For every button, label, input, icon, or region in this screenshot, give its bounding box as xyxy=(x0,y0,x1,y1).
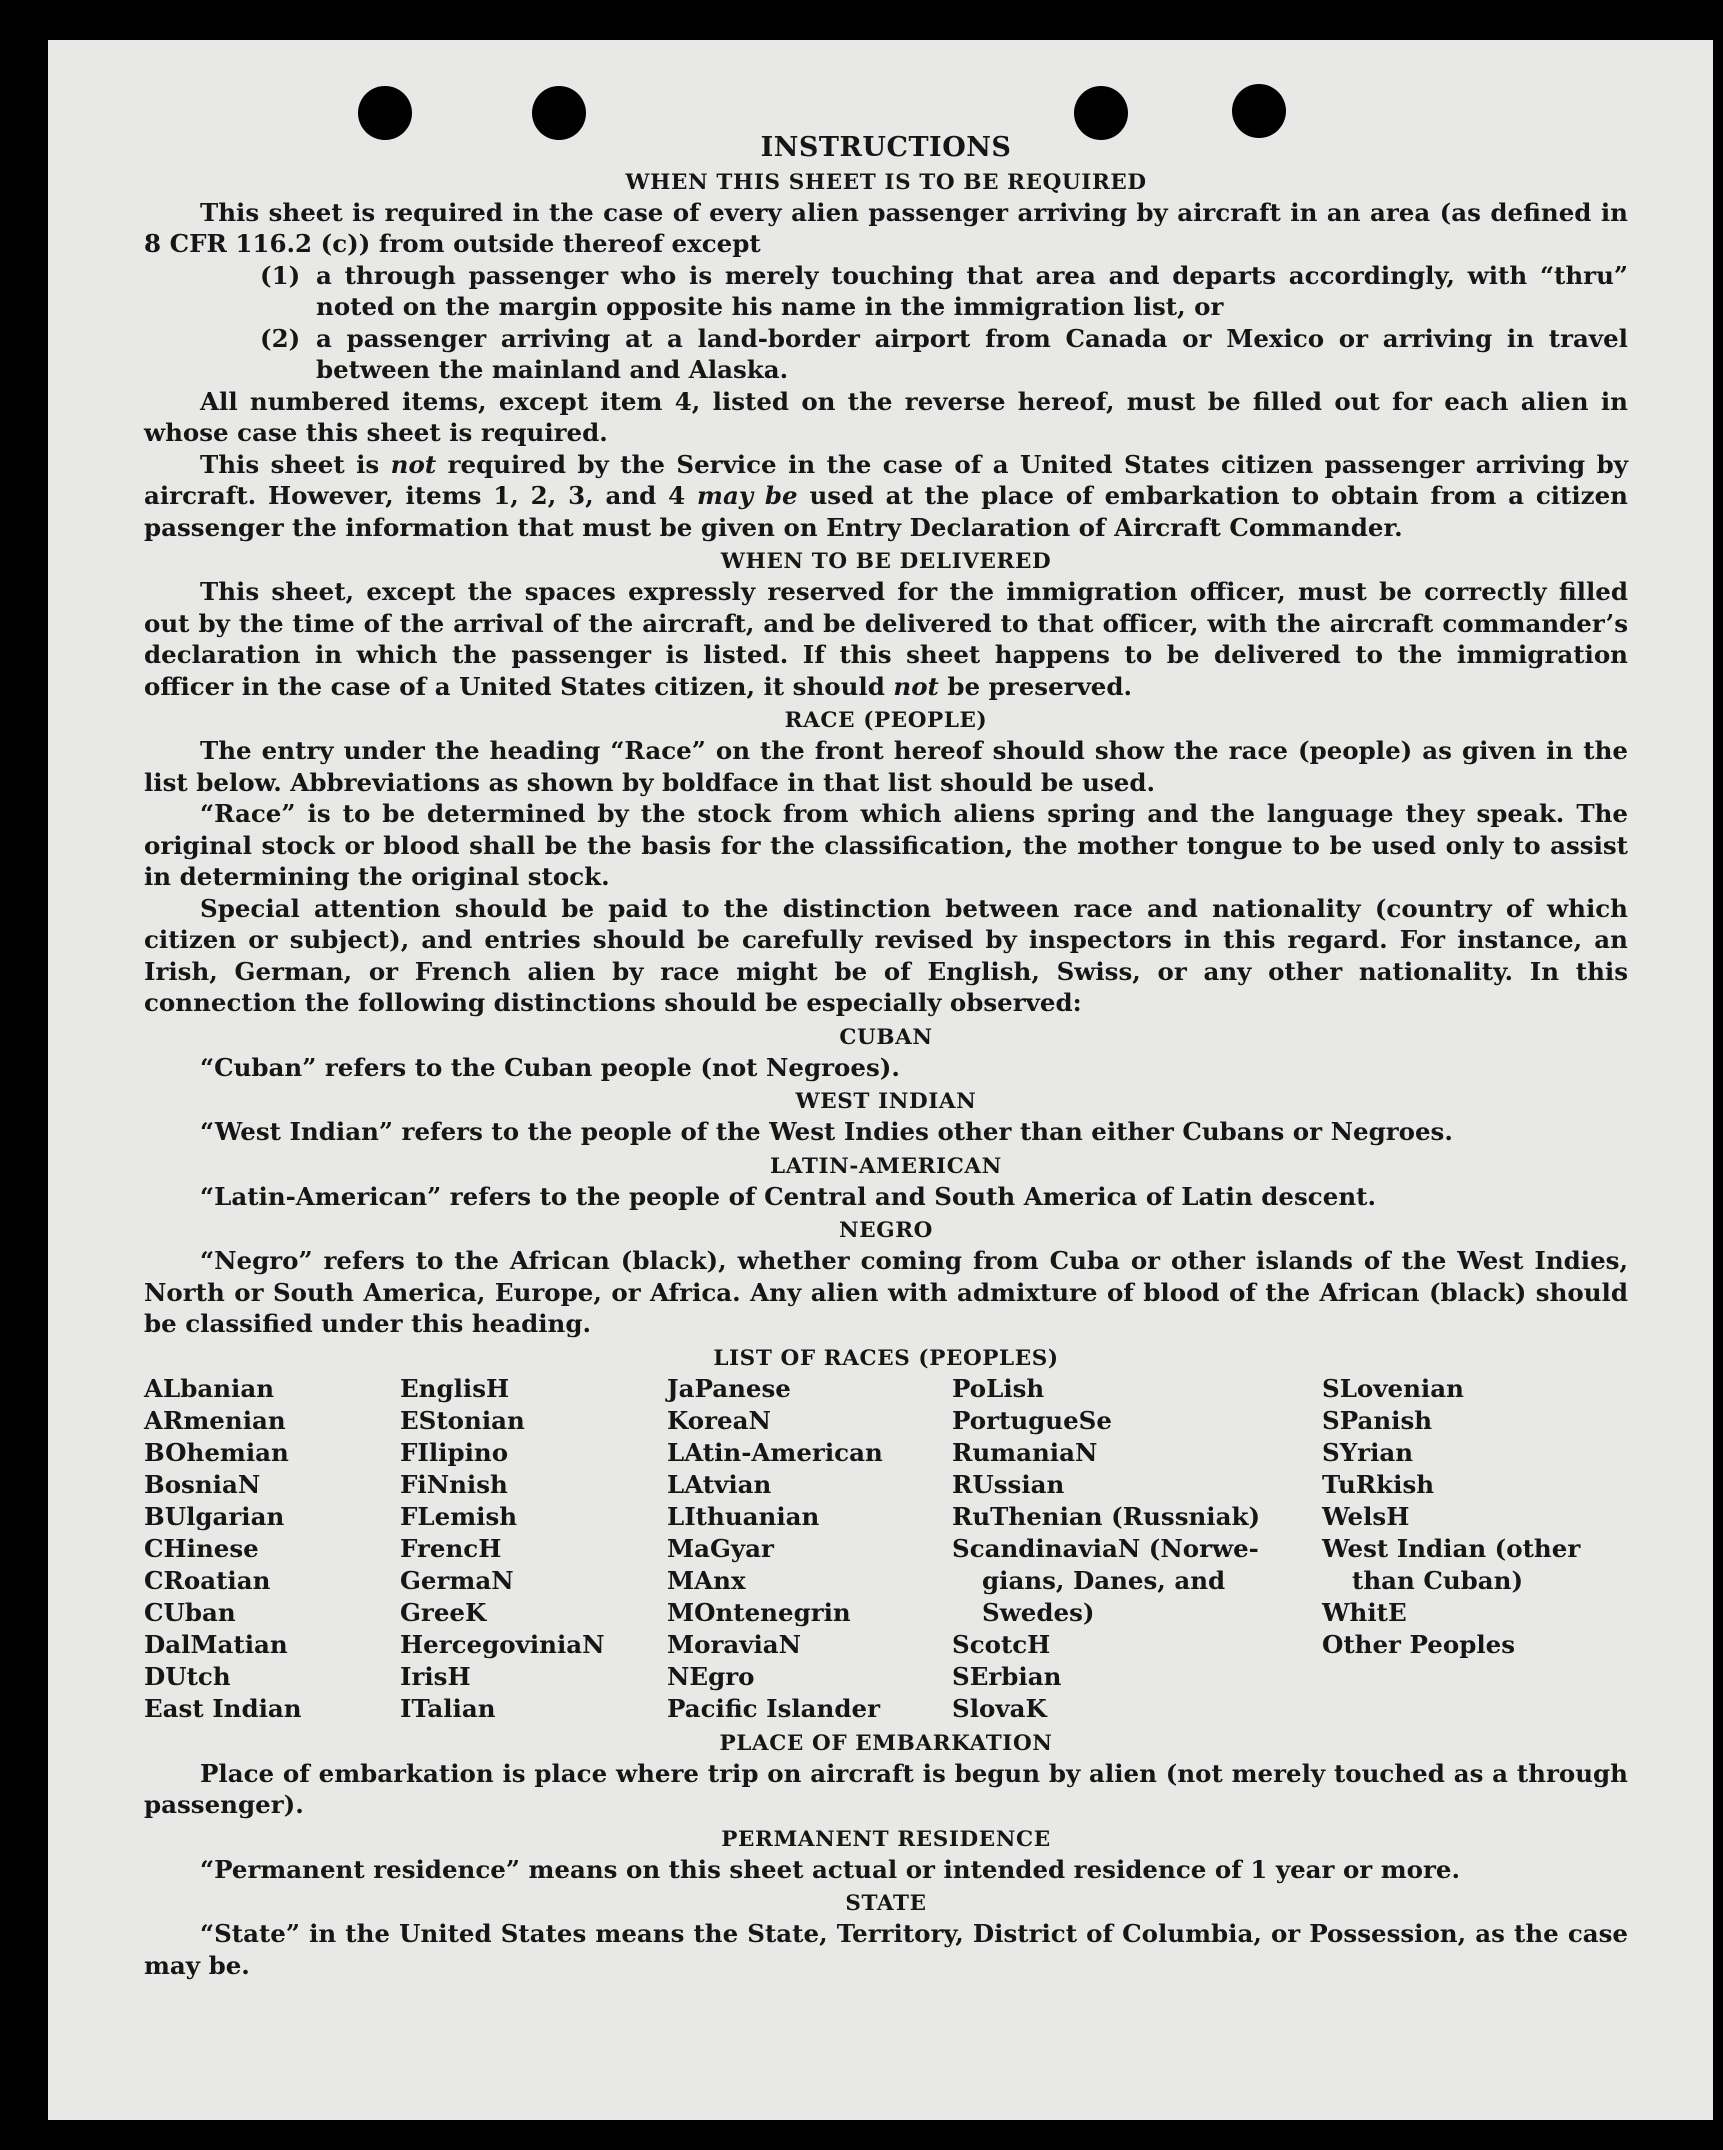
race-item: Pacific Islander xyxy=(667,1693,880,1723)
paragraph: “Permanent residence” means on this sheet actual or intended residence of 1 year or more. xyxy=(200,1854,1461,1884)
race-item: MAnx xyxy=(667,1565,746,1595)
races-column xyxy=(144,1373,400,1725)
race-item: DUtch xyxy=(144,1661,231,1691)
race-item: SlovaK xyxy=(952,1693,1047,1723)
race-item: KoreaN xyxy=(667,1405,771,1435)
race-item-continuation: Swedes) xyxy=(982,1597,1095,1627)
section-heading: PLACE OF EMBARKATION xyxy=(719,1730,1053,1756)
clause-text: a through passenger who is merely touching that area and departs accordingly, with “thru” noted on the margin opposite his name in the immigration list, or xyxy=(316,260,1628,321)
exception-clause xyxy=(260,260,1628,323)
paragraph: This sheet is required in the case of every alien passenger arriving by aircraft in an area (as defined in 8 CFR 116.2 (c)) from outside thereof except xyxy=(144,197,1628,258)
race-item: WelsH xyxy=(1322,1501,1410,1531)
races-column xyxy=(400,1373,667,1725)
paragraph: “Latin-American” refers to the people of Central and South America of Latin descent. xyxy=(200,1181,1376,1211)
race-item: West Indian (other xyxy=(1322,1533,1581,1563)
punch-hole xyxy=(1232,84,1286,138)
race-item: JaPanese xyxy=(667,1373,791,1403)
race-item: ARmenian xyxy=(144,1405,286,1435)
paragraph: This sheet is not required by the Service in the case of a United States citizen passenger arriving by aircraft. However, items 1, 2, 3, and 4 may be used at the place of embarkation to obtain from a citizen passenger the information that must be given on Entry Declaration of Aircraft Commander. xyxy=(144,449,1628,542)
race-item: SPanish xyxy=(1322,1405,1433,1435)
paragraph: “Race” is to be determined by the stock from which aliens spring and the language they speak. The original stock or blood shall be the basis for the classification, the mother tongue to be used only to assist in determining the original stock. xyxy=(144,799,1628,891)
section-heading: RACE (PEOPLE) xyxy=(784,708,988,733)
races-column xyxy=(1322,1373,1622,1725)
clause-text: a passenger arriving at a land-border airport from Canada or Mexico or arriving in travel between the mainland and Alaska. xyxy=(316,323,1628,384)
race-item: ScotcH xyxy=(952,1629,1051,1659)
section-heading: WEST INDIAN xyxy=(795,1089,977,1114)
races-list-heading: LIST OF RACES (PEOPLES) xyxy=(713,1345,1059,1371)
race-item: WhitE xyxy=(1322,1597,1407,1627)
section-heading: WHEN THIS SHEET IS TO BE REQUIRED xyxy=(625,169,1147,195)
race-item: SErbian xyxy=(952,1661,1062,1691)
race-item: BOhemian xyxy=(144,1437,289,1467)
section-heading: NEGRO xyxy=(839,1218,933,1243)
race-item: SLovenian xyxy=(1322,1373,1464,1403)
clause-number: (2) xyxy=(260,323,301,353)
race-item: ITalian xyxy=(400,1693,496,1723)
race-item: IrisH xyxy=(400,1661,471,1691)
race-item: East Indian xyxy=(144,1693,302,1723)
race-item: PortugueSe xyxy=(952,1405,1112,1435)
exception-clause xyxy=(260,323,1628,386)
race-item: RUssian xyxy=(952,1469,1065,1499)
race-item: CUban xyxy=(144,1597,236,1627)
paragraph: Special attention should be paid to the distinction between race and nationality (country of which citizen or subject), and entries should be carefully revised by inspectors in this regard. For instance, an Irish, German, or French alien by race might be of English, Swiss, or any other nationality. In this connection the following distinctions should be especially observed: xyxy=(144,893,1628,1017)
races-list xyxy=(144,1373,1628,1725)
race-item: GermaN xyxy=(400,1565,514,1595)
race-item-continuation: than Cuban) xyxy=(1352,1565,1524,1595)
race-item: CHinese xyxy=(144,1533,259,1563)
paragraph: This sheet, except the spaces expressly reserved for the immigration officer, must be correctly filled out by the time of the arrival of the aircraft, and be delivered to that officer, with the aircraft commander’s declaration in which the passenger is listed. If this sheet happens to be delivered to the immigration officer in the case of a United States citizen, it should not be preserved. xyxy=(144,577,1628,701)
race-item: ScandinaviaN (Norwe- xyxy=(952,1533,1259,1563)
race-item: MaGyar xyxy=(667,1533,774,1563)
section-heading: LATIN-AMERICAN xyxy=(770,1153,1002,1179)
paragraph: All numbered items, except item 4, listed on the reverse hereof, must be filled out for each alien in whose case this sheet is required. xyxy=(144,386,1628,447)
race-item: PoLish xyxy=(952,1373,1045,1403)
races-column xyxy=(667,1373,952,1725)
paragraph: Place of embarkation is place where trip on aircraft is begun by alien (not merely touched as a through passenger). xyxy=(144,1758,1628,1819)
race-item: MoraviaN xyxy=(667,1629,802,1659)
page-title: INSTRUCTIONS xyxy=(760,132,1012,163)
race-item: FIlipino xyxy=(400,1437,509,1467)
section-heading: STATE xyxy=(845,1891,927,1916)
clause-number: (1) xyxy=(260,260,301,290)
paragraph: The entry under the heading “Race” on the front hereof should show the race (people) as given in the list below. Abbreviations as shown by boldface in that list should be used. xyxy=(144,736,1628,797)
race-item: MOntenegrin xyxy=(667,1597,851,1627)
race-item: Other Peoples xyxy=(1322,1629,1516,1659)
race-item: TuRkish xyxy=(1322,1469,1435,1499)
paragraph: “West Indian” refers to the people of the West Indies other than either Cubans or Negroes. xyxy=(200,1117,1453,1146)
instructions-content xyxy=(144,132,1628,1981)
race-item: SYrian xyxy=(1322,1437,1414,1467)
race-item: FLemish xyxy=(400,1501,518,1531)
race-item: NEgro xyxy=(667,1661,755,1691)
race-item: LIthuanian xyxy=(667,1501,820,1531)
race-item: BUlgarian xyxy=(144,1501,285,1531)
race-item: DalMatian xyxy=(144,1629,288,1659)
race-item: GreeK xyxy=(400,1597,487,1627)
race-item: CRoatian xyxy=(144,1565,271,1595)
race-item-continuation: gians, Danes, and xyxy=(982,1565,1226,1595)
race-item: EStonian xyxy=(400,1405,525,1435)
race-item: EnglisH xyxy=(400,1373,510,1403)
race-item: HercegoviniaN xyxy=(400,1629,605,1659)
paragraph: “State” in the United States means the State, Territory, District of Columbia, or Possession, as the case may be. xyxy=(144,1919,1628,1980)
paragraph: “Cuban” refers to the Cuban people (not Negroes). xyxy=(200,1052,900,1082)
paragraph: “Negro” refers to the African (black), whether coming from Cuba or other islands of the West Indies, North or South America, Europe, or Africa. Any alien with admixture of blood of the African (black) should be classified under this heading. xyxy=(144,1246,1628,1338)
race-item: ALbanian xyxy=(144,1373,275,1403)
section-heading: CUBAN xyxy=(839,1024,933,1050)
section-heading: WHEN TO BE DELIVERED xyxy=(720,549,1052,574)
race-item: LAtin-American xyxy=(667,1437,883,1467)
race-item: RumaniaN xyxy=(952,1437,1098,1467)
race-item: FiNnish xyxy=(400,1469,508,1499)
race-item: RuThenian (Russniak) xyxy=(952,1501,1261,1531)
section-heading: PERMANENT RESIDENCE xyxy=(721,1826,1051,1852)
race-item: BosniaN xyxy=(144,1469,261,1499)
document-sheet xyxy=(48,40,1713,2120)
race-item: LAtvian xyxy=(667,1469,772,1499)
races-column xyxy=(952,1373,1322,1725)
race-item: FrencH xyxy=(400,1533,502,1563)
